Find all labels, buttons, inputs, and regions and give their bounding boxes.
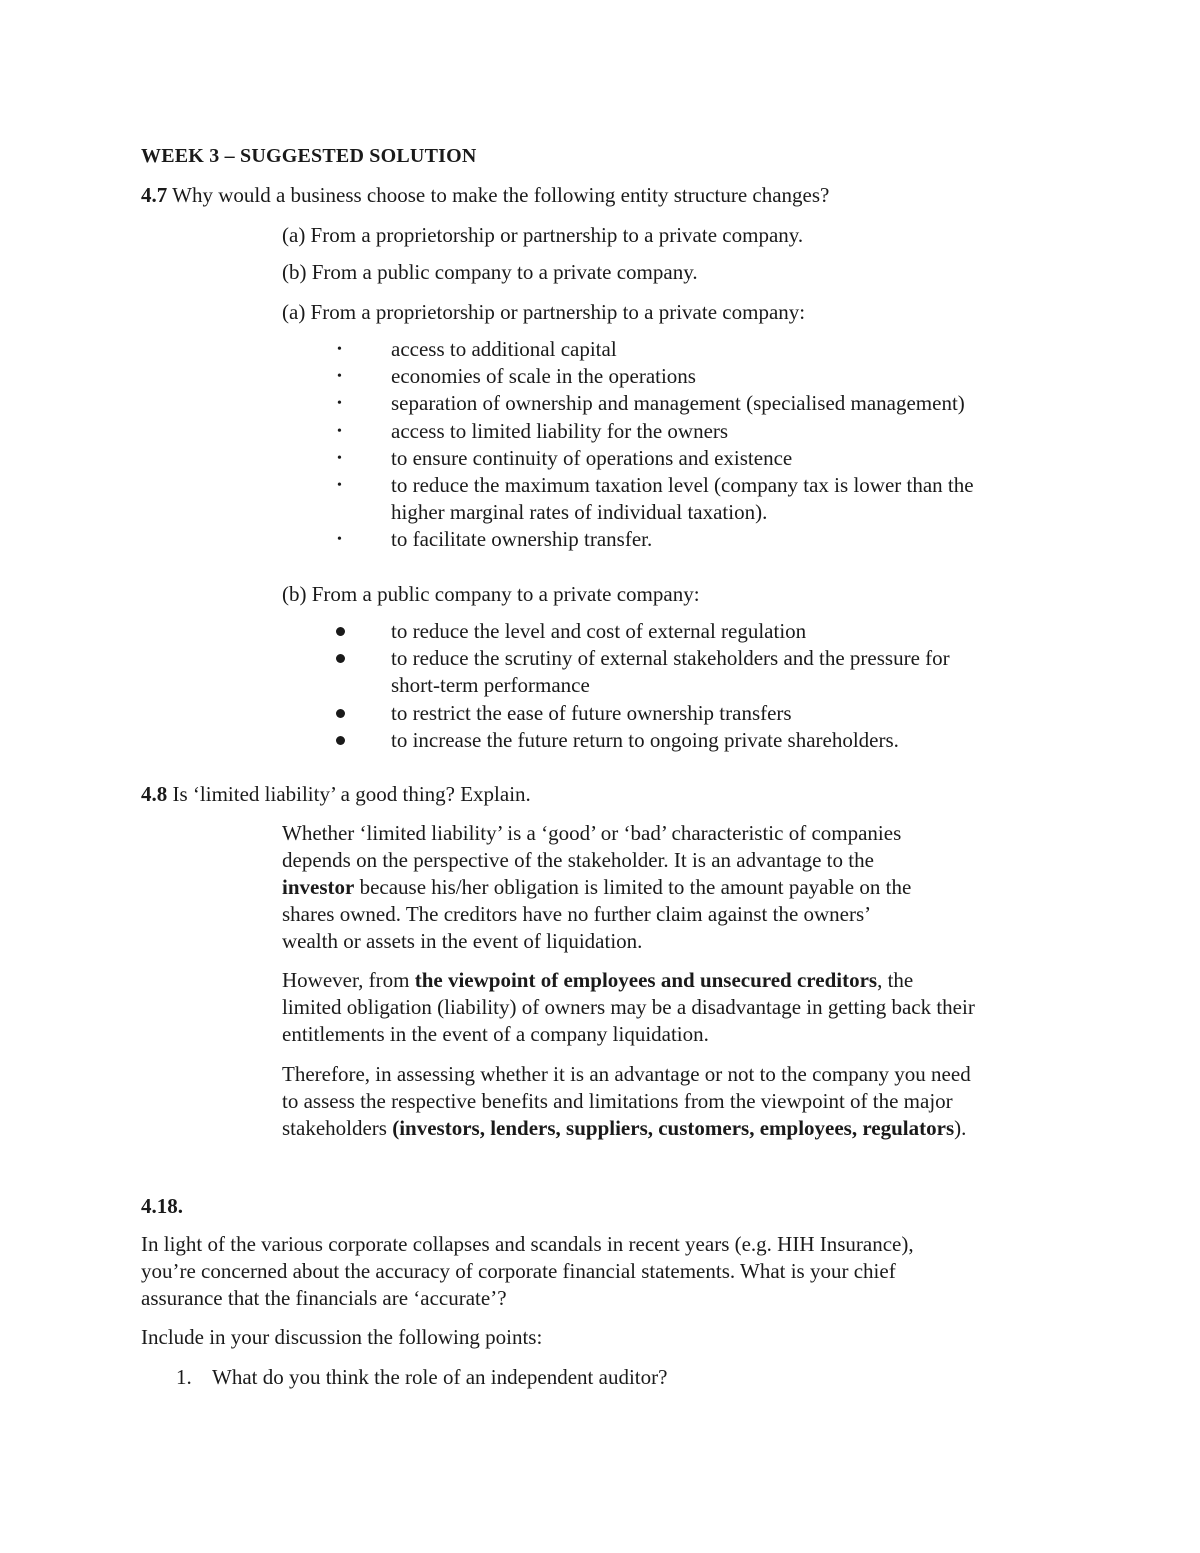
list-item: to ensure continuity of operations and existence: [391, 446, 793, 470]
question-part-b: (b) From a public company to a private company.: [282, 260, 698, 284]
paragraph-line: assurance that the financials are ‘accurate’?: [141, 1286, 507, 1310]
bold-term: (investors, lenders, suppliers, customers, employees, regulators: [392, 1116, 955, 1140]
list-item: to increase the future return to ongoing private shareholders.: [391, 728, 899, 752]
paragraph-line: depends on the perspective of the stakeholder. It is an advantage to the: [282, 848, 874, 872]
paragraph-text: because his/her obligation is limited to the amount payable on the: [354, 875, 912, 899]
bullet-icon: •: [337, 369, 342, 384]
paragraph-line: entitlements in the event of a company liquidation.: [282, 1022, 709, 1046]
paragraph-text: ).: [954, 1116, 967, 1140]
list-item-continuation: short-term performance: [391, 673, 590, 697]
bullet-icon: •: [337, 532, 342, 547]
bullet-icon: •: [337, 424, 342, 439]
bold-term: investor: [282, 875, 355, 899]
bullet-icon: [336, 654, 345, 663]
list-item-continuation: higher marginal rates of individual taxation).: [391, 500, 768, 524]
question-4-7: [141, 182, 829, 209]
list-item: What do you think the role of an independent auditor?: [212, 1365, 668, 1389]
paragraph-line: In light of the various corporate collapses and scandals in recent years (e.g. HIH Insurance),: [141, 1232, 914, 1256]
bullet-icon: •: [337, 396, 342, 411]
list-item: to reduce the scrutiny of external stakeholders and the pressure for: [391, 646, 950, 670]
paragraph-line: shares owned. The creditors have no further claim against the owners’: [282, 902, 872, 926]
bullet-icon: •: [337, 451, 342, 466]
question-number: 4.7: [141, 183, 168, 207]
list-item: to reduce the maximum taxation level (company tax is lower than the: [391, 473, 974, 497]
discussion-intro: Include in your discussion the following points:: [141, 1325, 543, 1349]
bullet-icon: •: [337, 478, 342, 493]
list-item: to restrict the ease of future ownership transfers: [391, 701, 792, 725]
bullet-icon: [336, 627, 345, 636]
list-number: 1.: [176, 1365, 192, 1389]
paragraph-line: wealth or assets in the event of liquidation.: [282, 929, 643, 953]
page-title: WEEK 3 – SUGGESTED SOLUTION: [141, 145, 477, 167]
list-item: access to limited liability for the owners: [391, 419, 729, 443]
question-part-a: (a) From a proprietorship or partnership to a private company.: [282, 223, 804, 247]
paragraph-line: Therefore, in assessing whether it is an advantage or not to the company you need: [282, 1062, 971, 1086]
paragraph-text: However, from: [282, 968, 415, 992]
paragraph-line: Whether ‘limited liability’ is a ‘good’ or ‘bad’ characteristic of companies: [282, 821, 902, 845]
list-item: to facilitate ownership transfer.: [391, 527, 653, 551]
paragraph-line: [282, 874, 911, 901]
question-number: 4.8: [141, 782, 168, 806]
list-item: access to additional capital: [391, 337, 617, 361]
bold-term: the viewpoint of employees and unsecured creditors: [414, 968, 878, 992]
question-text: Is ‘limited liability’ a good thing? Explain.: [167, 782, 531, 806]
list-item: economies of scale in the operations: [391, 364, 696, 388]
paragraph-text: stakeholders: [282, 1116, 393, 1140]
answer-a-heading: (a) From a proprietorship or partnership to a private company:: [282, 300, 806, 324]
question-4-8: [141, 781, 531, 808]
paragraph-line: [282, 967, 913, 994]
bullet-icon: [336, 736, 345, 745]
paragraph-line: to assess the respective benefits and limitations from the viewpoint of the major: [282, 1089, 953, 1113]
bullet-icon: [336, 709, 345, 718]
paragraph-line: limited obligation (liability) of owners may be a disadvantage in getting back their: [282, 995, 975, 1019]
list-item: to reduce the level and cost of external regulation: [391, 619, 807, 643]
answer-b-heading: (b) From a public company to a private company:: [282, 582, 700, 606]
list-item: separation of ownership and management (specialised management): [391, 391, 965, 415]
bullet-icon: •: [337, 342, 342, 357]
paragraph-line: [282, 1115, 966, 1142]
paragraph-text: , the: [877, 968, 914, 992]
paragraph-line: you’re concerned about the accuracy of corporate financial statements. What is your chief: [141, 1259, 896, 1283]
question-4-18-number: 4.18.: [141, 1194, 183, 1218]
question-text: Why would a business choose to make the following entity structure changes?: [167, 183, 830, 207]
